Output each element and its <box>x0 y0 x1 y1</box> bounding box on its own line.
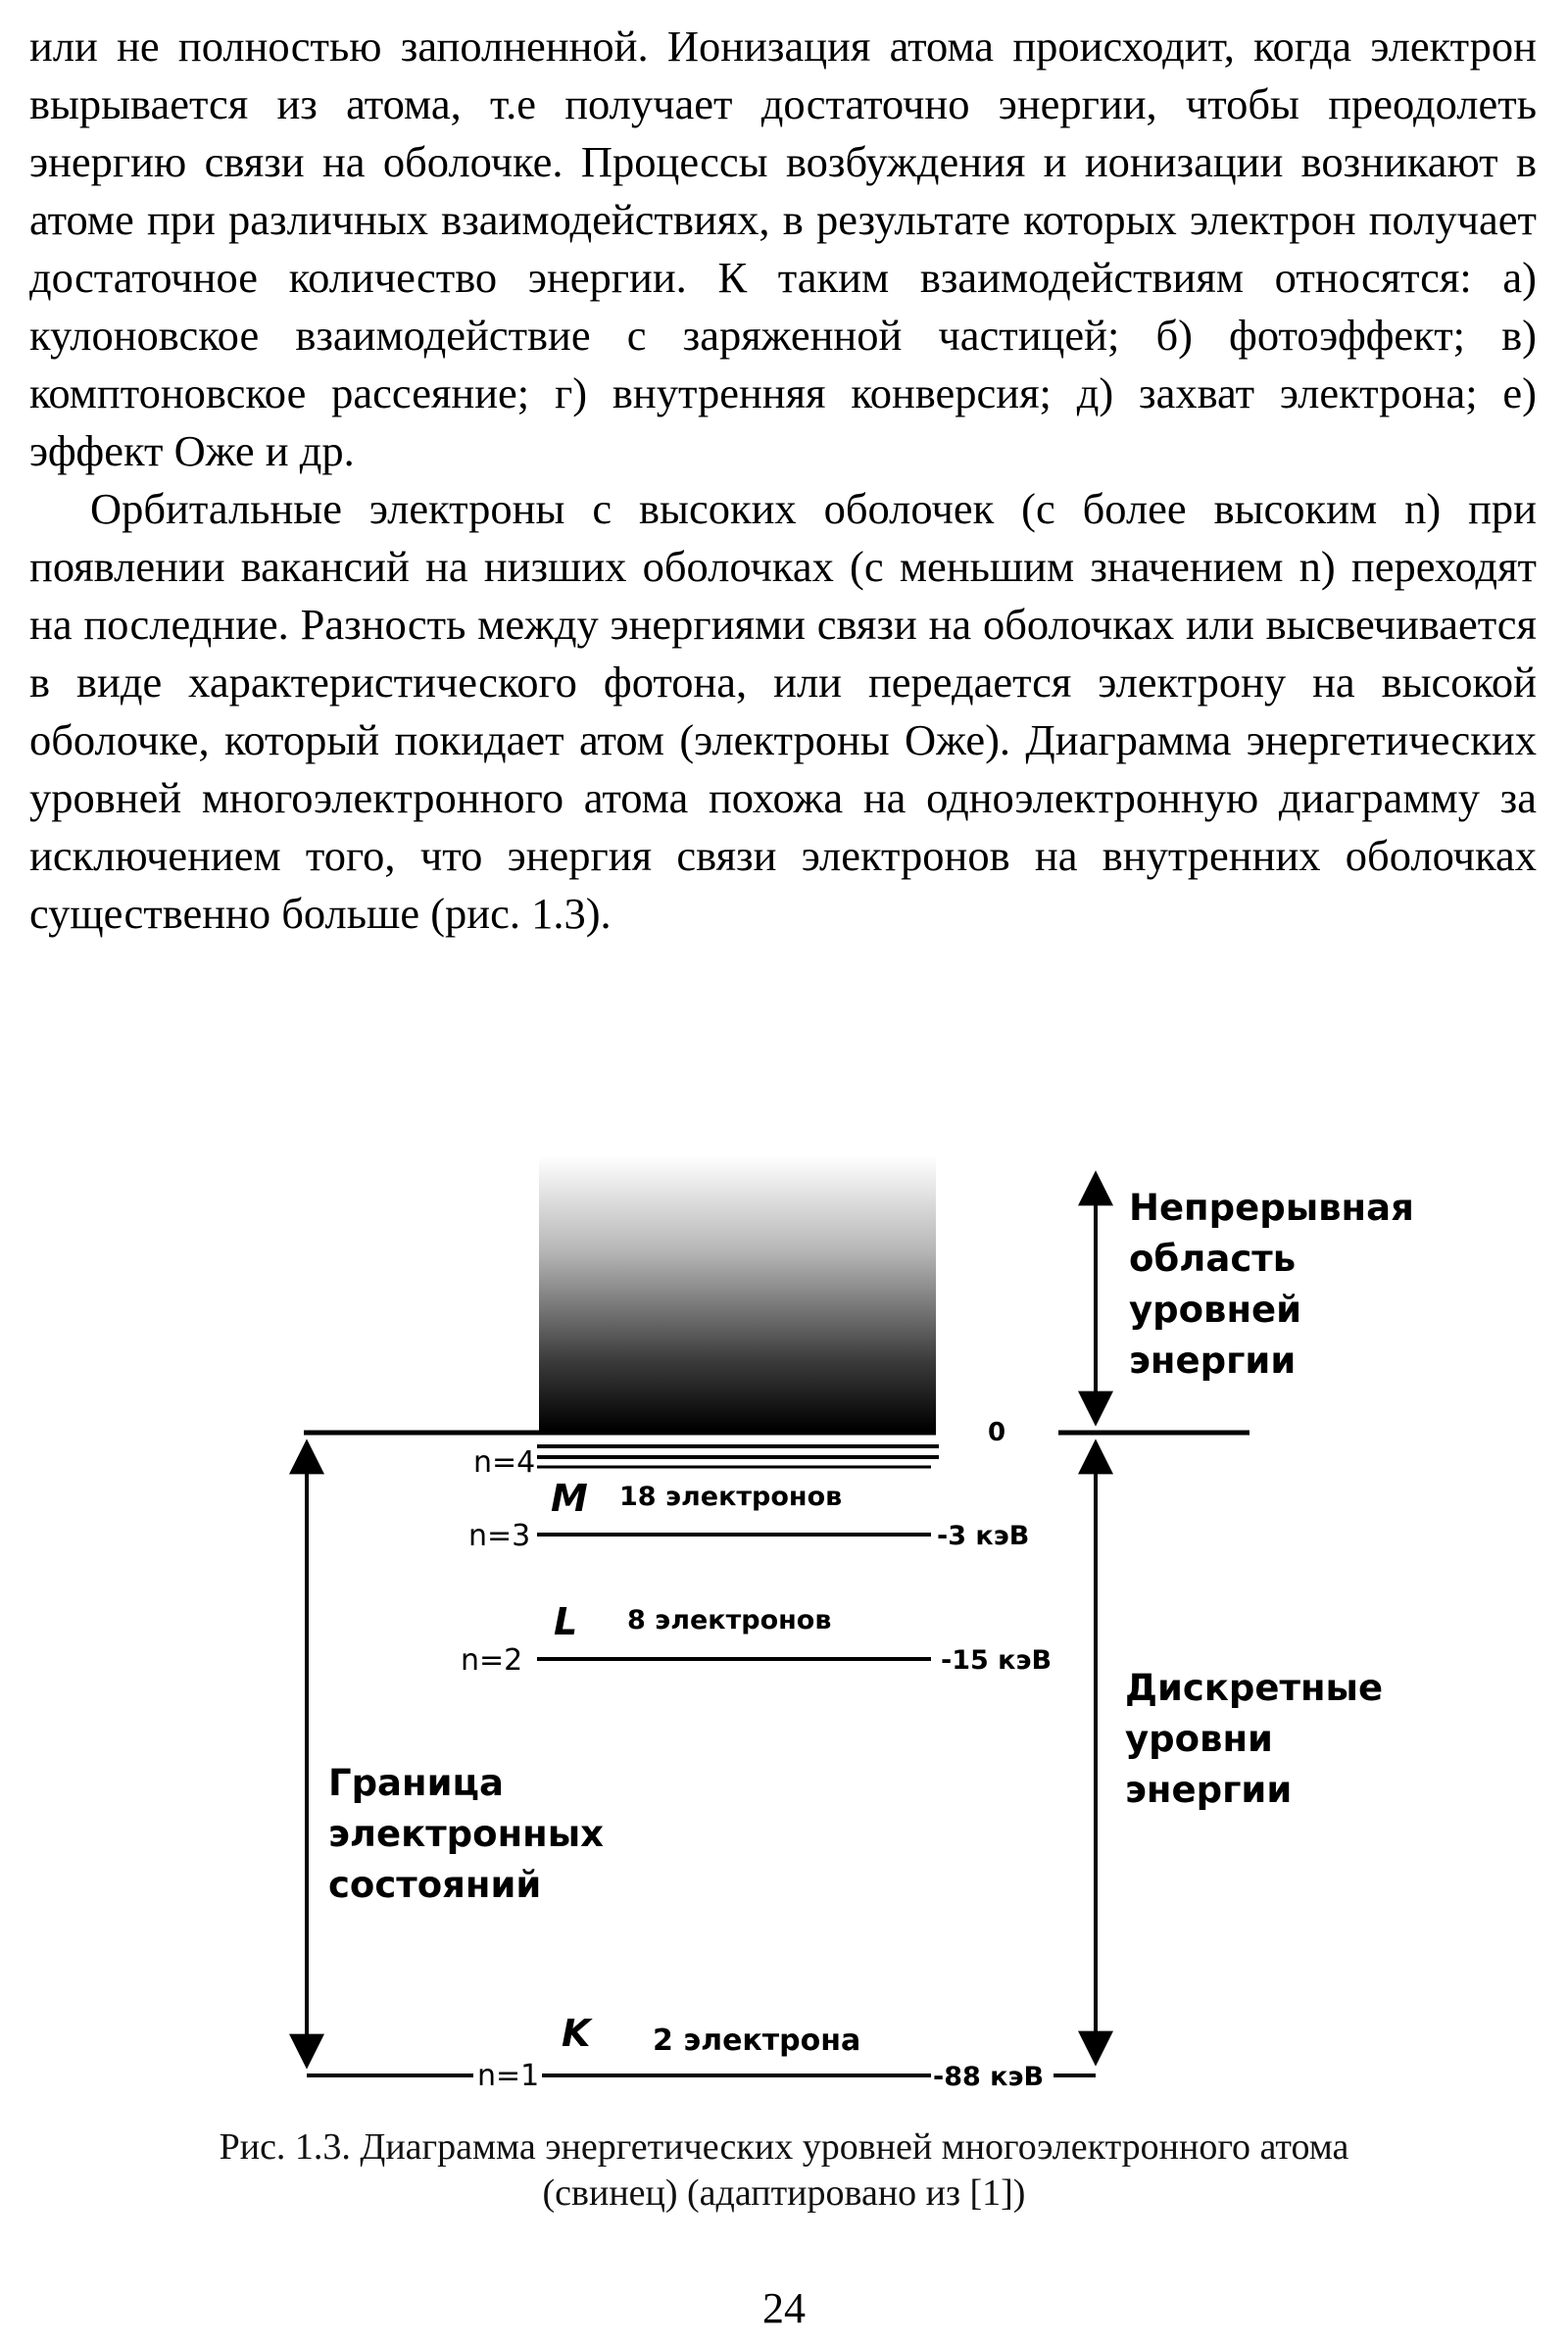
body-text <box>29 18 1537 943</box>
paragraph-1: или не полностью заполненной. Ионизация атома происходит, когда электрон вырывается из атома, т.е получает достаточно энергии, чтобы преодолеть энергию связи на оболочке. Процессы возбуждения и ионизации возникают в атоме при различных взаимодействиях, в результате которых электрон получает достаточное количество энергии. К таким взаимодействиям относятся: а) кулоновское взаимодействие с заряженной частицей; б) фотоэффект; в) комптоновское рассеяние; г) внутренняя конверсия; д) захват электрона; е) эффект Оже и др. <box>29 22 1537 475</box>
boundary-label-2: электронных <box>328 1813 605 1855</box>
shell-k-energy: -88 кэВ <box>933 2062 1045 2092</box>
figure-caption <box>78 2124 1490 2217</box>
level-n1-label: n=1 <box>477 2059 540 2093</box>
shell-m-energy: -3 кэВ <box>937 1521 1030 1551</box>
level-n4-label: n=4 <box>473 1445 536 1480</box>
continuum-label-4: энергии <box>1129 1340 1297 1382</box>
shell-m-label: M <box>551 1477 588 1520</box>
shell-l-label: L <box>554 1600 578 1643</box>
page-number: 24 <box>762 2284 806 2332</box>
discrete-label-1: Дискретные <box>1125 1667 1384 1709</box>
continuum-label-1: Непрерывная <box>1129 1187 1414 1229</box>
boundary-label-3: состояний <box>328 1864 542 1906</box>
shell-m-electrons: 18 электронов <box>619 1482 843 1512</box>
discrete-label-2: уровни <box>1125 1718 1273 1760</box>
diagram-canvas <box>0 1156 1568 2136</box>
shell-l-electrons: 8 электронов <box>627 1605 832 1635</box>
shell-l-energy: -15 кэВ <box>941 1645 1053 1676</box>
shell-k-electrons: 2 электрона <box>653 2024 861 2058</box>
continuum-label-2: область <box>1129 1238 1297 1280</box>
zero-label: 0 <box>988 1418 1006 1447</box>
caption-line-2: (свинец) (адаптировано из [1]) <box>542 2172 1026 2214</box>
caption-line-1: Рис. 1.3. Диаграмма энергетических уровней многоэлектронного атома <box>219 2126 1349 2168</box>
level-n3-label: n=3 <box>468 1519 531 1553</box>
continuum-gradient <box>539 1156 936 1431</box>
discrete-label-3: энергии <box>1125 1769 1293 1811</box>
shell-k-label: K <box>562 2012 591 2055</box>
paragraph-2: Орбитальные электроны с высоких оболочек (с более высоким n) при появлении вакансий на низших оболочках (с меньшим значением n) переходят на последние. Разность между энергиями связи на оболочках или высвечивается в виде характеристического фотона, или передается электрону на высокой оболочке, который покидает атом (электроны Оже). Диаграмма энергетических уровней многоэлектронного атома похожа на одноэлектронную диаграмму за исключением того, что энергия связи электронов на внутренних оболочках существенно больше (рис. 1.3). <box>29 484 1537 938</box>
energy-level-diagram <box>0 1156 1568 2136</box>
boundary-label-1: Граница <box>328 1762 504 1804</box>
continuum-label-3: уровней <box>1129 1289 1302 1331</box>
level-n2-label: n=2 <box>461 1643 523 1678</box>
